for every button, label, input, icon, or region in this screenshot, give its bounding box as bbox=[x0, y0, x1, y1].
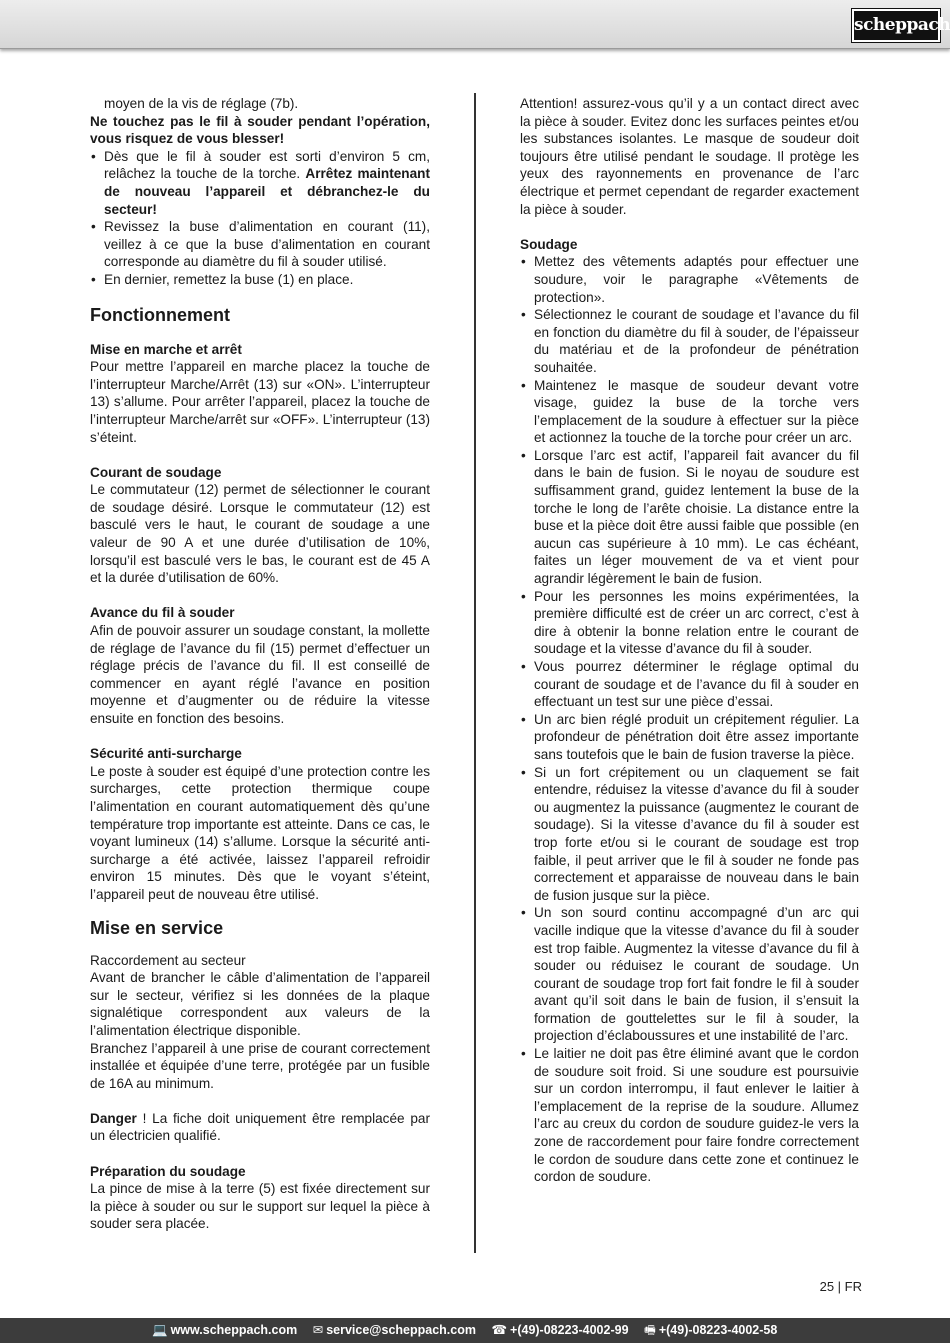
subheading-avance: Avance du fil à souder bbox=[90, 605, 235, 621]
list-item: • Un son sourd continu accompagné d’un arc qui vacille indique que la vitesse d’avance du fil à souder est trop faible. Augmentez la vitesse d’avance du fil à souder ou réduisez le courant de soudage. Un courant de soudage trop fort fait fondre le fil à souder avant qu’il soit dans le bain de fusion, il s’ensuit la formation de gouttelettes sur le fil à souder, la projection d’éclaboussures et une instabilité de l’arc. bbox=[520, 904, 859, 1045]
list-item: • Maintenez le masque de soudeur devant votre visage, guidez la buse de la torche vers l’emplacement de la soudure à effectuer sur la pièce et actionnez la touche de la torche pour créer un arc. bbox=[520, 377, 859, 447]
list-item: • Le laitier ne doit pas être éliminé avant que le cordon de soudure soit froid. Si une soudure est poursuivie sur un cordon interrompu, il faut enlever le laitier à l’emplacement de la reprise de la soudure. Allumez l’arc au creux du cordon de soudure guidez-le vers la zone de raccordement pour faire fondre correctement le cordon de soudure dans cette zone et continuez le cordon de soudure. bbox=[520, 1045, 859, 1186]
list-item: • Sélectionnez le courant de soudage et l’avance du fil en fonction du diamètre du fil à souder, de l’épaisseur du matériau et de la profondeur de pénétration souhaitée. bbox=[520, 306, 859, 376]
list-item: • Lorsque l’arc est actif, l’appareil fait avancer du fil dans le bain de fusion. Si le noyau de soudure est suffisamment grand, guidez lentement la buse de la torche le long de l’arête choisie. La distance entre la buse et la pièce doit être aussi faible que possible (en aucun cas supérieure à 10 mm). Le cas échéant, faites un léger mouvement de va et vient pour agrandir légèrement le bain de fusion. bbox=[520, 447, 859, 588]
list-item: • En dernier, remettez la buse (1) en place. bbox=[90, 271, 430, 289]
subheading-soudage: Soudage bbox=[520, 236, 578, 252]
computer-icon: 💻 bbox=[152, 1323, 168, 1337]
bullet-list bbox=[520, 253, 859, 1185]
subheading-courant: Courant de soudage bbox=[90, 464, 222, 480]
section-heading-mise-en-service: Mise en service bbox=[90, 917, 224, 938]
paragraph: Le commutateur (12) permet de sélectionner le courant de soudage désiré. Lorsque le commutateur (12) est basculé vers le haut, le courant de soudage a une valeur de 90 A et une durée d’utilisation de 10%, lorsqu’il est basculé vers le bas, le courant est de 45 A et la durée d’utilisation de 60%. bbox=[90, 482, 430, 586]
subheading-securite: Sécurité anti-surcharge bbox=[90, 746, 242, 762]
section-heading-fonctionnement: Fonctionnement bbox=[90, 304, 230, 325]
fax-icon: 🖷 bbox=[644, 1323, 656, 1337]
list-item: • Vous pourrez déterminer le réglage optimal du courant de soudage et de l’avance du fil à souder en effectuant un test sur une pièce d’essai. bbox=[520, 658, 859, 711]
danger-note: Danger ! La fiche doit uniquement être remplacée par un électricien qualifié. bbox=[90, 1110, 430, 1144]
paragraph: Pour mettre l’appareil en marche placez la touche de l’interrupteur Marche/Arrêt (13) sur «ON». L’interrupteur 13) s’allume. Pour arrêter l’appareil, placez la touche de l’interrupteur Marche/arrêt sur «OFF». L’interrupteur (13) s’éteint. bbox=[90, 359, 430, 445]
list-item: • Pour les personnes les moins expérimentées, la première difficulté est de créer un arc correct, c’est à dire à obtenir la bonne relation entre le courant de soudage et la vitesse d’avance du fil à souder. bbox=[520, 588, 859, 658]
footer-phone: ☎ +(49)-08223-4002-99 bbox=[491, 1323, 629, 1337]
footer-email[interactable]: ✉ service@scheppach.com bbox=[312, 1323, 476, 1337]
footer-website[interactable]: 💻 www.scheppach.com bbox=[152, 1323, 298, 1337]
left-column bbox=[90, 95, 430, 1233]
bullet-list bbox=[90, 148, 430, 289]
footer-bar bbox=[0, 1318, 950, 1343]
list-item: • Mettez des vêtements adaptés pour effectuer une soudure, voir le paragraphe «Vêtements de protection». bbox=[520, 253, 859, 306]
header-bar bbox=[0, 0, 950, 49]
column-divider bbox=[474, 93, 476, 1253]
footer-contacts bbox=[152, 1322, 789, 1339]
paragraph: La pince de mise à la terre (5) est fixée directement sur la pièce à souder ou sur le support sur lequel la pièce à souder sera placée. bbox=[90, 1181, 430, 1232]
warning-text: Ne touchez pas le fil à souder pendant l’opération, vous risquez de vous blesser! bbox=[90, 113, 430, 147]
subheading-preparation: Préparation du soudage bbox=[90, 1163, 246, 1179]
paragraph: Avant de brancher le câble d’alimentation de l’appareil sur le secteur, vérifiez si les données de la plaque signalétique correspondent aux valeurs de la l’alimentation électrique disponible. bbox=[90, 970, 430, 1038]
envelope-icon: ✉ bbox=[312, 1323, 324, 1337]
paragraph: moyen de la vis de réglage (7b). bbox=[104, 96, 299, 111]
paragraph: Le poste à souder est équipé d’une protection contre les surcharges, cette protection thermique coupe l’alimentation en courant automatiquement dès qu’une température trop importante est atteinte. Dans ce cas, le voyant lumineux (14) s’allume. Lorsque la sécurité anti-surcharge a été activée, laissez l’appareil refroidir environ 15 minutes. Dès que le voyant s’éteint, l’appareil peut de nouveau être utilisé. bbox=[90, 763, 430, 902]
right-column bbox=[520, 95, 859, 1186]
list-item: • Dès que le fil à souder est sorti d’environ 5 cm, relâchez la touche de la torche. Arrêtez maintenant de nouveau l’appareil et débranchez-le du secteur! bbox=[90, 148, 430, 218]
list-item: • Revissez la buse d’alimentation en courant (11), veillez à ce que la buse d’alimentation en courant corresponde au diamètre du fil à souder utilisé. bbox=[90, 218, 430, 271]
footer-fax: 🖷 +(49)-08223-4002-58 bbox=[644, 1323, 778, 1337]
paragraph: Attention! assurez-vous qu’il y a un contact direct avec la pièce à souder. Evitez donc les surfaces peintes et/ou les substances isolantes. Le masque de soudeur doit toujours être utilisé pendant le soudage. Il protège les yeux des rayonnements en provenance de l’arc électrique et permet cependant de regarder exactement la pièce à souder. bbox=[520, 96, 859, 217]
paragraph: Afin de pouvoir assurer un soudage constant, la mollette de réglage de l’avance du fil (15) permet d’effectuer un réglage précis de l’avance du fil. Il est conseillé de commencer en ayant réglé l’avance en position moyenne et d’augmenter ou de réduire la vitesse ensuite en fonction des besoins. bbox=[90, 623, 430, 726]
phone-icon: ☎ bbox=[491, 1323, 508, 1337]
paragraph: Raccordement au secteur bbox=[90, 952, 246, 968]
list-item: • Si un fort crépitement ou un claquement se fait entendre, réduisez la vitesse d’avance du fil à souder ou augmentez la puissance (augmentez le courant de soudage). Si la vitesse d’avance du fil à souder est trop forte et/ou si le courant de soudage est trop faible, il peut arriver que le fil à souder ne fonde pas correctement et apparaisse de nouveau dans le bain de fusion jusque sur la pièce. bbox=[520, 764, 859, 905]
scheppach-logo: scheppach bbox=[852, 9, 940, 42]
subheading-marche: Mise en marche et arrêt bbox=[90, 341, 242, 357]
paragraph: Branchez l’appareil à une prise de courant correctement installée et équipée d’une terre, protégée par un fusible de 16A au minimum. bbox=[90, 1040, 430, 1091]
page-number: 25 | FR bbox=[819, 1279, 862, 1294]
list-item: • Un arc bien réglé produit un crépitement régulier. La profondeur de pénétration doit être assez importante sans toutefois que le bain de fusion traverse la pièce. bbox=[520, 711, 859, 764]
